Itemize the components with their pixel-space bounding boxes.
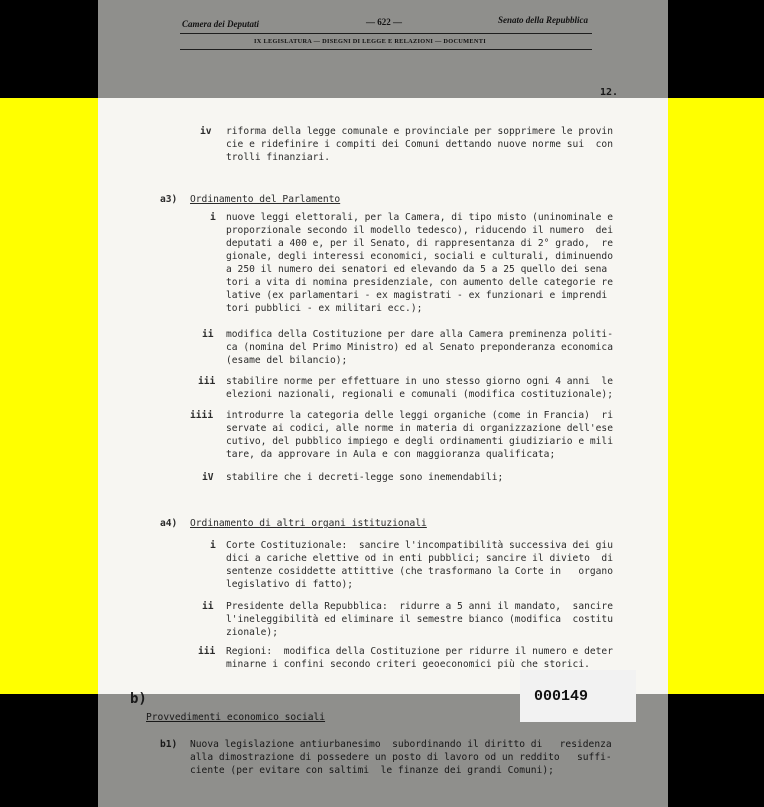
section-title: Ordinamento del Parlamento xyxy=(190,194,341,205)
text-line: (esame del bilancio); xyxy=(226,355,348,366)
text-line: servate ai codici, alle norme in materia di organizzazione dell'ese xyxy=(226,423,613,434)
section-label: a3) xyxy=(160,194,178,205)
subheader: IX LEGISLATURA — DISEGNI DI LEGGE E RELAZIONI — DOCUMENTI xyxy=(254,38,486,45)
text-line: nuove leggi elettorali, per la Camera, di tipo misto (uninominale e xyxy=(226,212,613,223)
header-page-number: — 622 — xyxy=(366,17,402,27)
section-title: Provvedimenti economico sociali xyxy=(146,712,326,723)
text-line: lative (ex parlamentari - ex magistrati - ex funzionari e imprendi xyxy=(226,290,608,301)
text-line: riforma della legge comunale e provinciale per sopprimere le provin xyxy=(226,126,613,137)
header-rule xyxy=(180,33,592,34)
text-line: tori pubblici - ex militari ecc.); xyxy=(226,303,423,314)
text-line: Nuova legislazione antiurbanesimo subordinando il diritto di residenza xyxy=(190,739,612,750)
item-label: i xyxy=(210,212,216,223)
item-label: iiii xyxy=(190,410,214,421)
text-line: elezioni nazionali, regionali e comunali (modifica costituzionale); xyxy=(226,389,613,400)
stamp-number: 000149 xyxy=(534,688,589,705)
text-line: stabilire norme per effettuare in uno stesso giorno ogni 4 anni le xyxy=(226,376,613,387)
section-label: b) xyxy=(130,691,147,707)
text-line: modifica della Costituzione per dare alla Camera preminenza politi- xyxy=(226,329,613,340)
item-label: i xyxy=(210,540,216,551)
text-line: introdurre la categoria delle leggi organiche (come in Francia) ri xyxy=(226,410,613,421)
text-line: minarne i confini secondo criteri geoeconomici più che storici. xyxy=(226,659,590,670)
text-line: tori a vita di nomina presidenziale, con aumento delle categorie re xyxy=(226,277,613,288)
text-line: cie e ridefinire i compiti dei Comuni dettando nuove norme sui con xyxy=(226,139,613,150)
section-label: a4) xyxy=(160,518,178,529)
text-line: alla dimostrazione di possedere un posto di lavoro od un reddito suffi- xyxy=(190,752,612,763)
text-line: Presidente della Repubblica: ridurre a 5 anni il mandato, sancire xyxy=(226,601,613,612)
text-line: sentenze cosiddette attittive (che trasformano la Corte in organo xyxy=(226,566,613,577)
item-label: iV xyxy=(202,472,214,483)
text-line: deputati a 400 e, per il Senato, di rappresentanza di 2° grado, re xyxy=(226,238,613,249)
text-line: legislativo di fatto); xyxy=(226,579,354,590)
text-line: cutivo, del pubblico impiego e degli ordinamenti giudiziario e mili xyxy=(226,436,613,447)
section-title: Ordinamento di altri organi istituzionali xyxy=(190,518,427,529)
text-line: l'ineleggibilità ed eliminare il semestre bianco (modifica costitu xyxy=(226,614,613,625)
item-label: iii xyxy=(198,376,216,387)
text-line: Regioni: modifica della Costituzione per ridurre il numero e deter xyxy=(226,646,613,657)
header-left: Camera dei Deputati xyxy=(182,19,259,29)
text-line: ciente (per evitare con saltimi le finanze dei grandi Comuni); xyxy=(190,765,554,776)
header-right: Senato della Repubblica xyxy=(498,15,588,25)
subheader-rule xyxy=(180,49,592,50)
item-label: b1) xyxy=(160,739,178,750)
text-line: tare, da approvare in Aula e con maggioranza qualificata; xyxy=(226,449,556,460)
item-label: ii xyxy=(202,601,214,612)
text-line: stabilire che i decreti-legge sono inemendabili; xyxy=(226,472,504,483)
text-line: trolli finanziari. xyxy=(226,152,330,163)
text-line: Corte Costituzionale: sancire l'incompatibilità successiva dei giu xyxy=(226,540,613,551)
text-line: ca (nomina del Primo Ministro) ed al Senato preponderanza economica xyxy=(226,342,613,353)
item-label: ii xyxy=(202,329,214,340)
item-label: iii xyxy=(198,646,216,657)
item-label: iv xyxy=(200,126,212,137)
text-line: a 250 il numero dei senatori ed elevando da 5 a 25 quello dei sena xyxy=(226,264,608,275)
text-line: proporzionale secondo il modello tedesco), riducendo il numero dei xyxy=(226,225,613,236)
text-line: dici a cariche elettive od in enti pubblici; sancire il divieto di xyxy=(226,553,613,564)
archive-stamp xyxy=(520,670,636,722)
text-line: zionale); xyxy=(226,627,278,638)
text-line: gionale, degli interessi economici, sociali e culturali, diminuendo xyxy=(226,251,613,262)
page-number: 12. xyxy=(600,87,619,98)
